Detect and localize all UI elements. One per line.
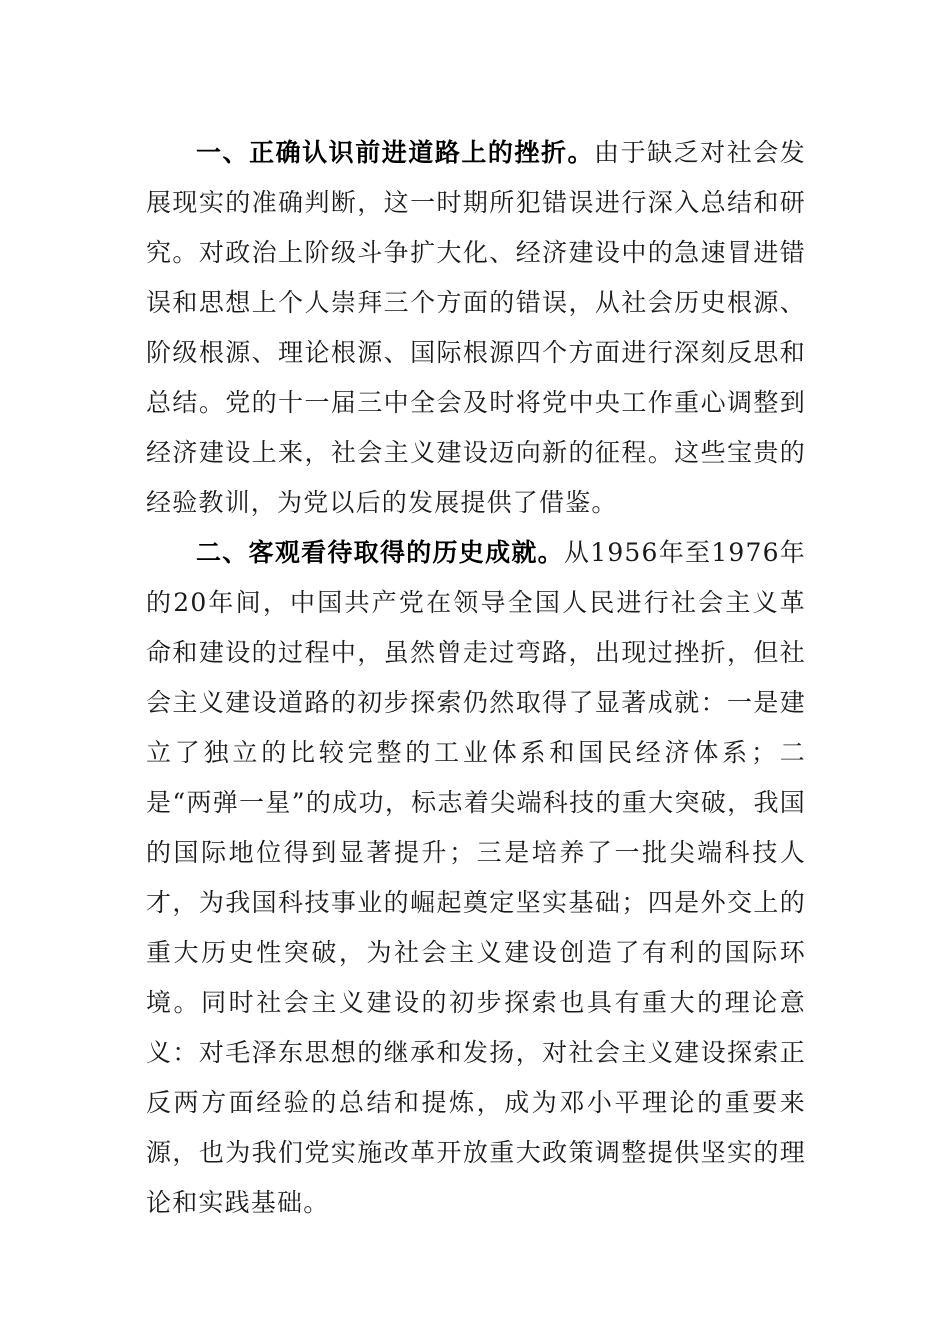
paragraph-2-body: 从1956年至1976年的20年间，中国共产党在领导全国人民进行社会主义革命和建设的过程中，虽然曾走过弯路，出现过挫折，但社会主义建设道路的初步探索仍然取得了显著成就：一是建立了独立的比较完整的工业体系和国民经济体系；二是“两弹一星”的成功，标志着尖端科技的重大突破，我国的国际地位得到显著提升；三是培养了一批尖端科技人才，为我国科技事业的崛起奠定坚实基础；四是外交上的重大历史性突破，为社会主义建设创造了有利的国际环境。同时社会主义建设的初步探索也具有重大的理论意义：对毛泽东思想的继承和发扬，对社会主义建设探索正反两方面经验的总结和提炼，成为邓小平理论的重要来源，也为我们党实施改革开放重大政策调整提供坚实的理论和实践基础。: [146, 538, 806, 1217]
paragraph-1: [146, 128, 806, 528]
paragraph-2-heading: 二、客观看待取得的历史成就。: [196, 538, 564, 567]
paragraph-1-heading: 一、正确认识前进道路上的挫折。: [196, 138, 595, 167]
paragraph-2: [146, 528, 806, 1228]
paragraph-1-body: 由于缺乏对社会发展现实的准确判断，这一时期所犯错误进行深入总结和研究。对政治上阶级斗争扩大化、经济建设中的急速冒进错误和思想上个人崇拜三个方面的错误，从社会历史根源、阶级根源、理论根源、国际根源四个方面进行深刻反思和总结。党的十一届三中全会及时将党中央工作重心调整到经济建设上来，社会主义建设迈向新的征程。这些宝贵的经验教训，为党以后的发展提供了借鉴。: [146, 138, 806, 517]
